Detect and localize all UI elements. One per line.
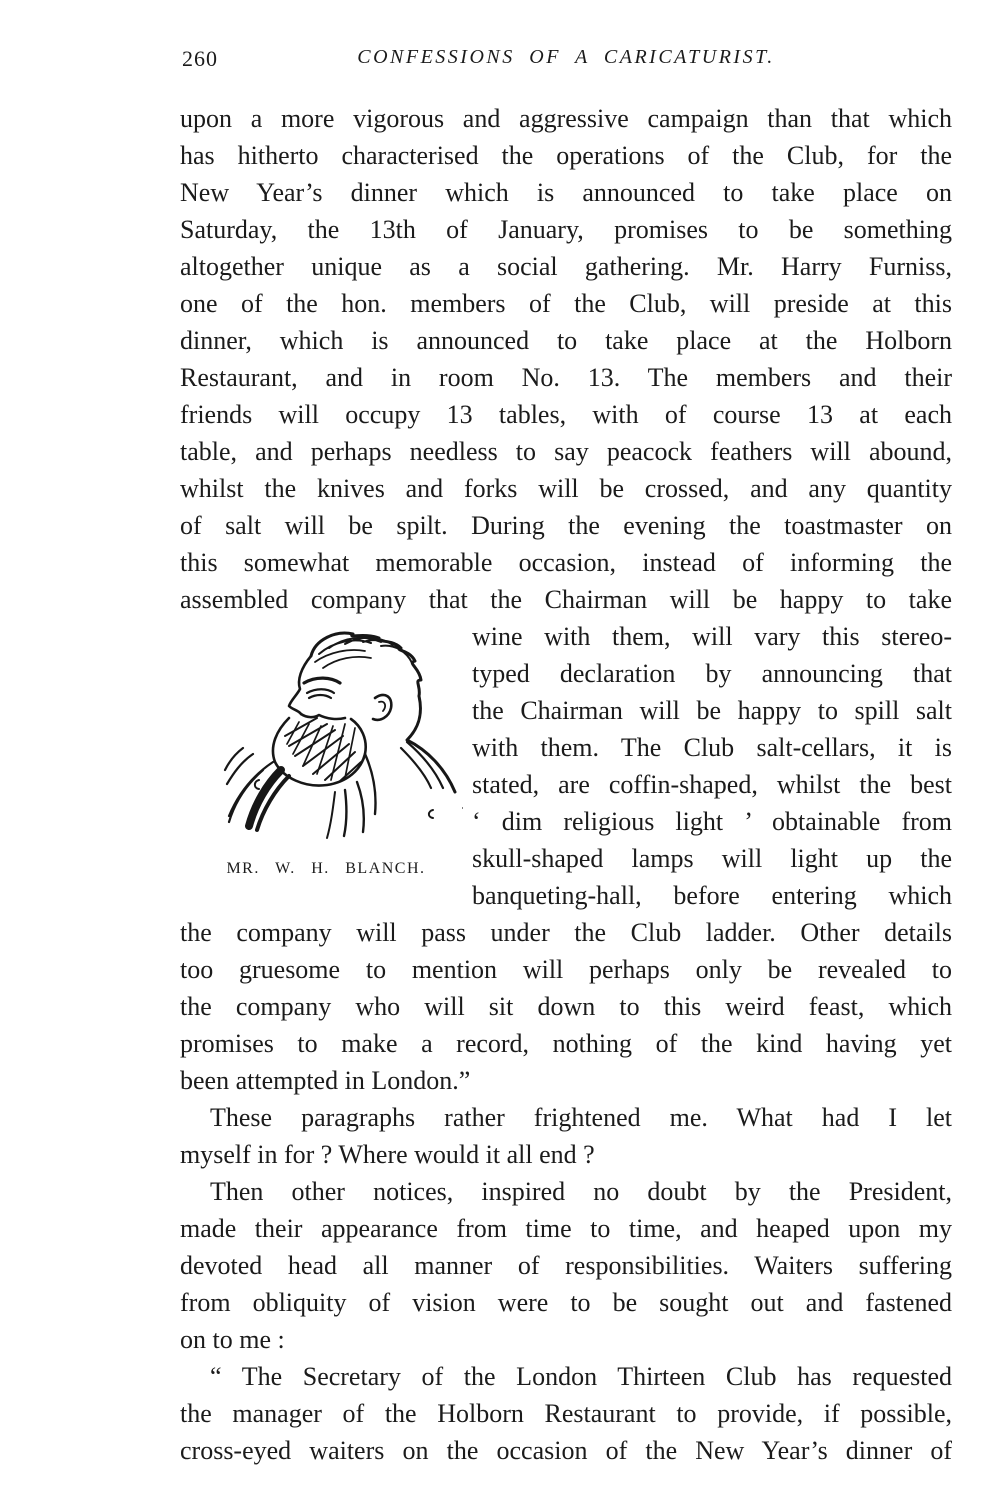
text-line: typed declaration by announcing that	[472, 659, 952, 688]
illustration-caption: MR. W. H. BLANCH.	[226, 860, 426, 877]
text-line: These paragraphs rather frightened me. What had I let	[210, 1103, 952, 1132]
text-line: New Year’s dinner which is announced to take place on	[180, 178, 952, 207]
paragraph-notices	[180, 1173, 952, 1358]
text-line: table, and perhaps needless to say peacock feathers will abound,	[180, 437, 952, 466]
text-line: of salt will be spilt. During the evening the toastmaster on	[180, 511, 952, 540]
text-line: one of the hon. members of the Club, will preside at this	[180, 289, 952, 318]
text-line: promises to make a record, nothing of the kind having yet	[180, 1029, 952, 1058]
running-header	[180, 44, 952, 74]
text-line: skull-shaped lamps will light up the	[472, 844, 952, 873]
text-line: whilst the knives and forks will be crossed, and any quantity	[180, 474, 952, 503]
text-line: Then other notices, inspired no doubt by the President,	[210, 1177, 952, 1206]
paragraph-frightened	[180, 1099, 952, 1173]
text-line: with them. The Club salt-cellars, it is	[472, 733, 952, 762]
text-line: the company who will sit down to this weird feast, which	[180, 992, 952, 1021]
paragraph-wrapped	[472, 618, 952, 914]
text-line: too gruesome to mention will perhaps only be revealed to	[180, 955, 952, 984]
illustration-row	[180, 618, 952, 914]
text-line: upon a more vigorous and aggressive campaign than that which	[180, 104, 952, 133]
text-line: cross-eyed waiters on the occasion of the New Year’s dinner of	[180, 1436, 952, 1465]
text-line: the manager of the Holborn Restaurant to provide, if possible,	[180, 1399, 952, 1428]
paragraph-continuation	[180, 100, 952, 618]
text-line: stated, are coffin-shaped, whilst the best	[472, 770, 952, 799]
portrait-illustration	[195, 622, 463, 854]
text-line: made their appearance from time to time, and heaped upon my	[180, 1214, 952, 1243]
text-line: altogether unique as a social gathering. Mr. Harry Furniss,	[180, 252, 952, 281]
text-line: devoted head all manner of responsibilities. Waiters suffering	[180, 1251, 952, 1280]
paragraph-after-illustration	[180, 914, 952, 1099]
text-line: Saturday, the 13th of January, promises to be something	[180, 215, 952, 244]
text-line: the company will pass under the Club ladder. Other details	[180, 918, 952, 947]
paragraph-secretary-quote	[180, 1358, 952, 1469]
text-line: Restaurant, and in room No. 13. The members and their	[180, 363, 952, 392]
text-line: assembled company that the Chairman will be happy to take	[180, 585, 952, 614]
text-line: dinner, which is announced to take place at the Holborn	[180, 326, 952, 355]
text-line: has hitherto characterised the operations of the Club, for the	[180, 141, 952, 170]
figure	[180, 618, 472, 914]
text-line: the Chairman will be happy to spill salt	[472, 696, 952, 725]
text-line: wine with them, will vary this stereo-	[472, 622, 952, 651]
text-line: friends will occupy 13 tables, with of course 13 at each	[180, 400, 952, 429]
text-line: this somewhat memorable occasion, instead of informing the	[180, 548, 952, 577]
text-line: “ The Secretary of the London Thirteen Club has requested	[210, 1362, 952, 1391]
page-content	[180, 44, 952, 1469]
text-line: from obliquity of vision were to be sought out and fastened	[180, 1288, 952, 1317]
text-line: been attempted in London.”	[180, 1066, 471, 1095]
text-line: myself in for ? Where would it all end ?	[180, 1140, 595, 1169]
header-title: CONFESSIONS OF A CARICATURIST.	[357, 46, 775, 68]
text-line: ‘ dim religious light ’ obtainable from	[472, 807, 952, 836]
page-number: 260	[182, 46, 218, 71]
text-line: on to me :	[180, 1325, 285, 1354]
text-line: banqueting-hall, before entering which	[472, 881, 952, 910]
